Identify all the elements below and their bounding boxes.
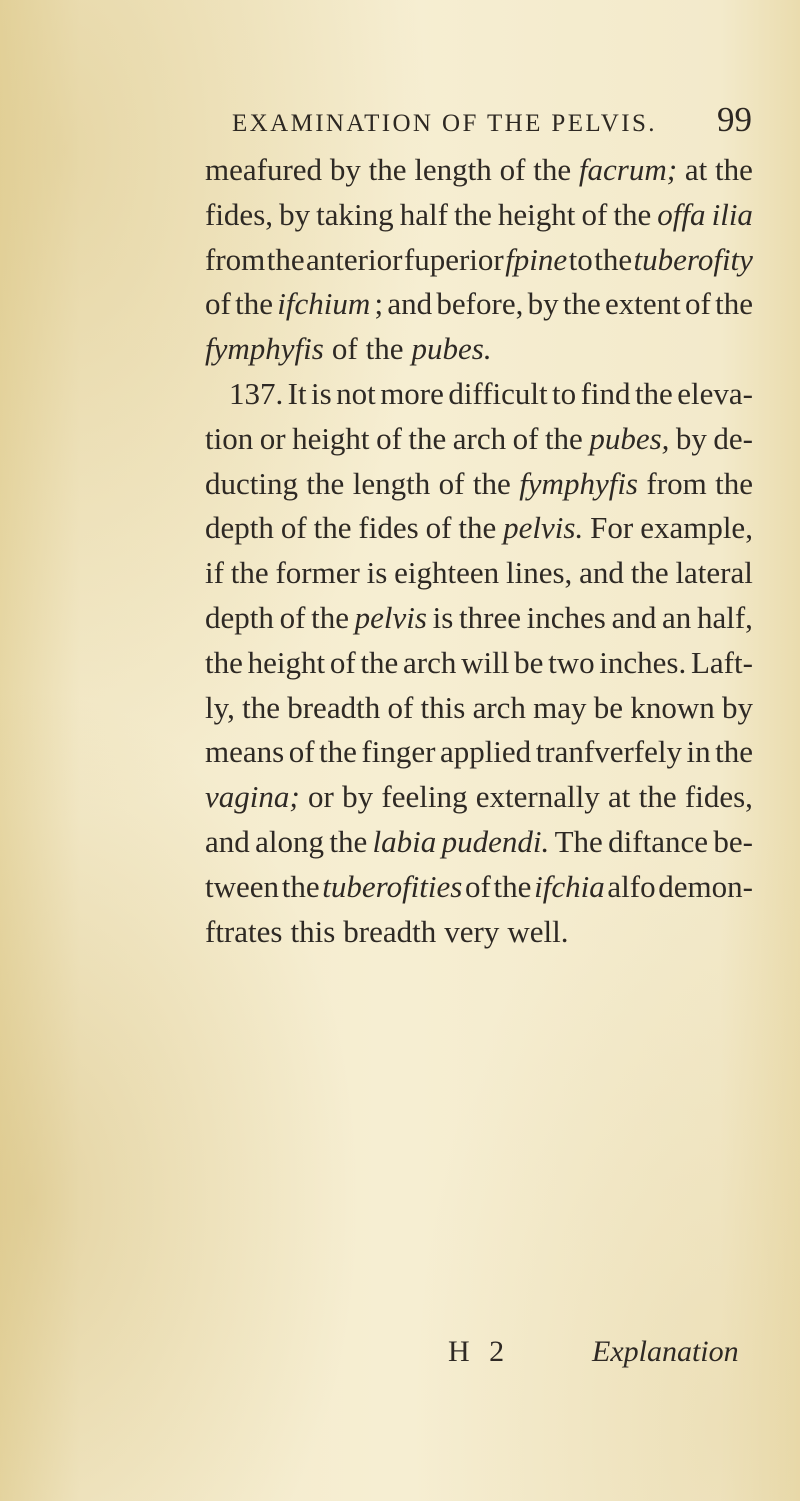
word: the xyxy=(493,868,532,904)
word: of xyxy=(512,420,539,456)
word: the xyxy=(533,152,572,187)
word: fides, xyxy=(205,196,274,232)
word: eighteen xyxy=(394,555,500,591)
text-line xyxy=(205,238,753,283)
word: the xyxy=(544,420,583,456)
word: pubes. xyxy=(411,331,492,367)
word: ifchia xyxy=(534,868,605,904)
page-number: 99 xyxy=(717,100,752,139)
word: the xyxy=(630,555,669,591)
word: known xyxy=(630,689,715,725)
word: tuberofity xyxy=(633,241,753,277)
word: means xyxy=(205,734,285,770)
word: and xyxy=(387,286,433,322)
word: more xyxy=(380,375,444,411)
signature-mark: H 2 xyxy=(448,1335,511,1368)
word: to xyxy=(568,241,593,277)
word: the xyxy=(715,734,753,770)
word: half xyxy=(399,196,448,232)
word: of xyxy=(280,510,307,546)
paragraph-number: 137. xyxy=(229,375,284,411)
word: For xyxy=(590,510,634,546)
word: height xyxy=(497,196,576,232)
text-line xyxy=(205,193,753,238)
text-line xyxy=(205,551,753,596)
word: fymphyfis xyxy=(519,465,638,501)
word: this xyxy=(290,913,336,949)
word: ifchium xyxy=(277,286,371,322)
word: the xyxy=(562,286,601,322)
text-line xyxy=(205,327,753,372)
word: of xyxy=(376,420,402,456)
word: two xyxy=(548,644,595,680)
word: the xyxy=(360,644,399,680)
word: from xyxy=(205,241,266,277)
word: taking xyxy=(316,196,394,232)
word: ducting xyxy=(205,465,298,501)
word: along xyxy=(255,823,324,859)
text-line xyxy=(205,910,753,955)
word: the xyxy=(453,196,492,232)
word: pudendi. xyxy=(441,823,550,859)
word: the xyxy=(715,286,753,322)
word: before, xyxy=(436,286,524,322)
word: ly, xyxy=(205,689,235,725)
word: of xyxy=(581,196,608,232)
word: pelvis xyxy=(354,599,427,635)
word: in xyxy=(686,734,711,770)
word: by xyxy=(675,420,707,456)
word: the xyxy=(313,510,352,546)
word: fides xyxy=(358,510,419,546)
word: the xyxy=(311,599,349,635)
word: and xyxy=(205,823,250,859)
word: applied xyxy=(439,734,532,770)
word: length xyxy=(414,152,492,187)
word: or xyxy=(308,779,334,815)
word: the xyxy=(205,644,243,680)
word: diftance xyxy=(608,823,708,859)
word: half, xyxy=(696,599,753,635)
word: the xyxy=(594,241,633,277)
word: the xyxy=(329,823,368,859)
word: of xyxy=(329,644,356,680)
word: of xyxy=(331,331,358,367)
word: demon- xyxy=(658,868,753,904)
word: from xyxy=(646,465,707,501)
text-line xyxy=(205,775,753,820)
word: tranfverfely xyxy=(535,734,682,770)
word: the xyxy=(306,465,345,501)
word: externally xyxy=(475,779,600,815)
word: of xyxy=(425,510,452,546)
word: extent xyxy=(605,286,681,322)
word: inches. xyxy=(599,644,687,680)
word: find xyxy=(580,375,631,411)
word: by xyxy=(342,779,374,815)
word: depth xyxy=(205,510,274,546)
word: feeling xyxy=(381,779,468,815)
word: of xyxy=(685,286,711,322)
word: be xyxy=(514,644,544,680)
word: height xyxy=(247,644,326,680)
word: former xyxy=(275,555,360,591)
word: by xyxy=(329,152,361,187)
word: alfo xyxy=(607,868,656,904)
word: the xyxy=(235,286,273,322)
word: is xyxy=(432,599,454,635)
word: arch xyxy=(403,644,457,680)
word: of xyxy=(499,152,526,187)
catchword: Explanation xyxy=(592,1335,739,1368)
word: at xyxy=(684,152,708,187)
word: at xyxy=(608,779,631,815)
word: be xyxy=(593,689,624,725)
word: anterior xyxy=(306,241,403,277)
text-line xyxy=(205,596,753,641)
word: fuperior xyxy=(403,241,504,277)
word: lateral xyxy=(675,555,753,591)
word: of xyxy=(288,734,315,770)
text-line xyxy=(205,820,753,865)
body-text xyxy=(205,148,753,954)
word: this xyxy=(420,689,466,725)
word: the xyxy=(638,779,677,815)
word: the xyxy=(319,734,357,770)
word: may xyxy=(533,689,587,725)
word: the xyxy=(715,465,753,501)
text-line xyxy=(205,148,753,193)
text-line xyxy=(205,506,753,551)
word: the xyxy=(613,196,652,232)
word: height xyxy=(292,420,370,456)
word: by xyxy=(527,286,559,322)
word: and xyxy=(611,599,657,635)
word: finger xyxy=(361,734,436,770)
word: breadth xyxy=(343,913,437,949)
word: Laft- xyxy=(690,644,753,680)
word: ; xyxy=(374,286,384,322)
word: the xyxy=(458,510,497,546)
word: arch xyxy=(452,420,507,456)
text-line xyxy=(205,641,753,686)
word: meafured xyxy=(205,152,323,187)
word: length xyxy=(352,465,431,501)
word: the xyxy=(242,689,280,725)
word: will xyxy=(461,644,510,680)
word: the xyxy=(281,868,320,904)
word: if xyxy=(205,555,224,591)
word: the xyxy=(230,555,269,591)
word: fymphyfis xyxy=(205,331,324,367)
word: lines, xyxy=(506,555,573,591)
word: the xyxy=(408,420,447,456)
word: the xyxy=(368,152,407,187)
word: of xyxy=(438,465,465,501)
word: of xyxy=(279,599,306,635)
word: an xyxy=(662,599,692,635)
word: pubes, xyxy=(589,420,670,456)
word: fpine xyxy=(505,241,568,277)
word: facrum; xyxy=(578,152,678,187)
text-line xyxy=(205,372,753,417)
header-title: EXAMINATION OF THE PELVIS. xyxy=(232,110,657,137)
text-line xyxy=(205,417,753,462)
word: the xyxy=(715,152,753,187)
page-footer xyxy=(0,1335,800,1385)
word: inches xyxy=(526,599,606,635)
word: arch xyxy=(472,689,526,725)
word: and xyxy=(579,555,624,591)
text-line xyxy=(205,686,753,731)
word: the xyxy=(634,375,673,411)
word: of xyxy=(387,689,414,725)
word: by xyxy=(279,196,311,232)
word: three xyxy=(459,599,521,635)
text-line xyxy=(205,282,753,327)
word: of xyxy=(205,286,231,322)
word: not xyxy=(336,375,376,411)
word: vagina; xyxy=(205,779,300,815)
word: example, xyxy=(640,510,753,546)
word: depth xyxy=(205,599,274,635)
word: well. xyxy=(507,913,569,949)
word: the xyxy=(266,241,305,277)
word: eleva- xyxy=(677,375,753,411)
word: is xyxy=(366,555,388,591)
word: tion xyxy=(205,420,254,456)
word: labia xyxy=(372,823,437,859)
word: breadth xyxy=(287,689,381,725)
word: ilia xyxy=(711,196,753,232)
word: pelvis. xyxy=(503,510,584,546)
running-head xyxy=(232,100,752,140)
word: offa xyxy=(657,196,706,232)
word: of xyxy=(465,868,491,904)
word: tuberofities xyxy=(322,868,463,904)
text-line xyxy=(205,462,753,507)
word: de- xyxy=(713,420,753,456)
word: to xyxy=(552,375,577,411)
text-line xyxy=(205,730,753,775)
word: the xyxy=(472,465,511,501)
word: very xyxy=(444,913,500,949)
word: The xyxy=(554,823,603,859)
word: tween xyxy=(205,868,280,904)
text-line xyxy=(205,865,753,910)
word: the xyxy=(365,331,404,367)
word: It xyxy=(287,375,307,411)
word: be- xyxy=(713,823,753,859)
word: or xyxy=(259,420,286,456)
word: ftrates xyxy=(205,913,283,949)
word: is xyxy=(311,375,332,411)
word: by xyxy=(721,689,753,725)
word: difficult xyxy=(448,375,548,411)
word: fides, xyxy=(684,779,753,815)
